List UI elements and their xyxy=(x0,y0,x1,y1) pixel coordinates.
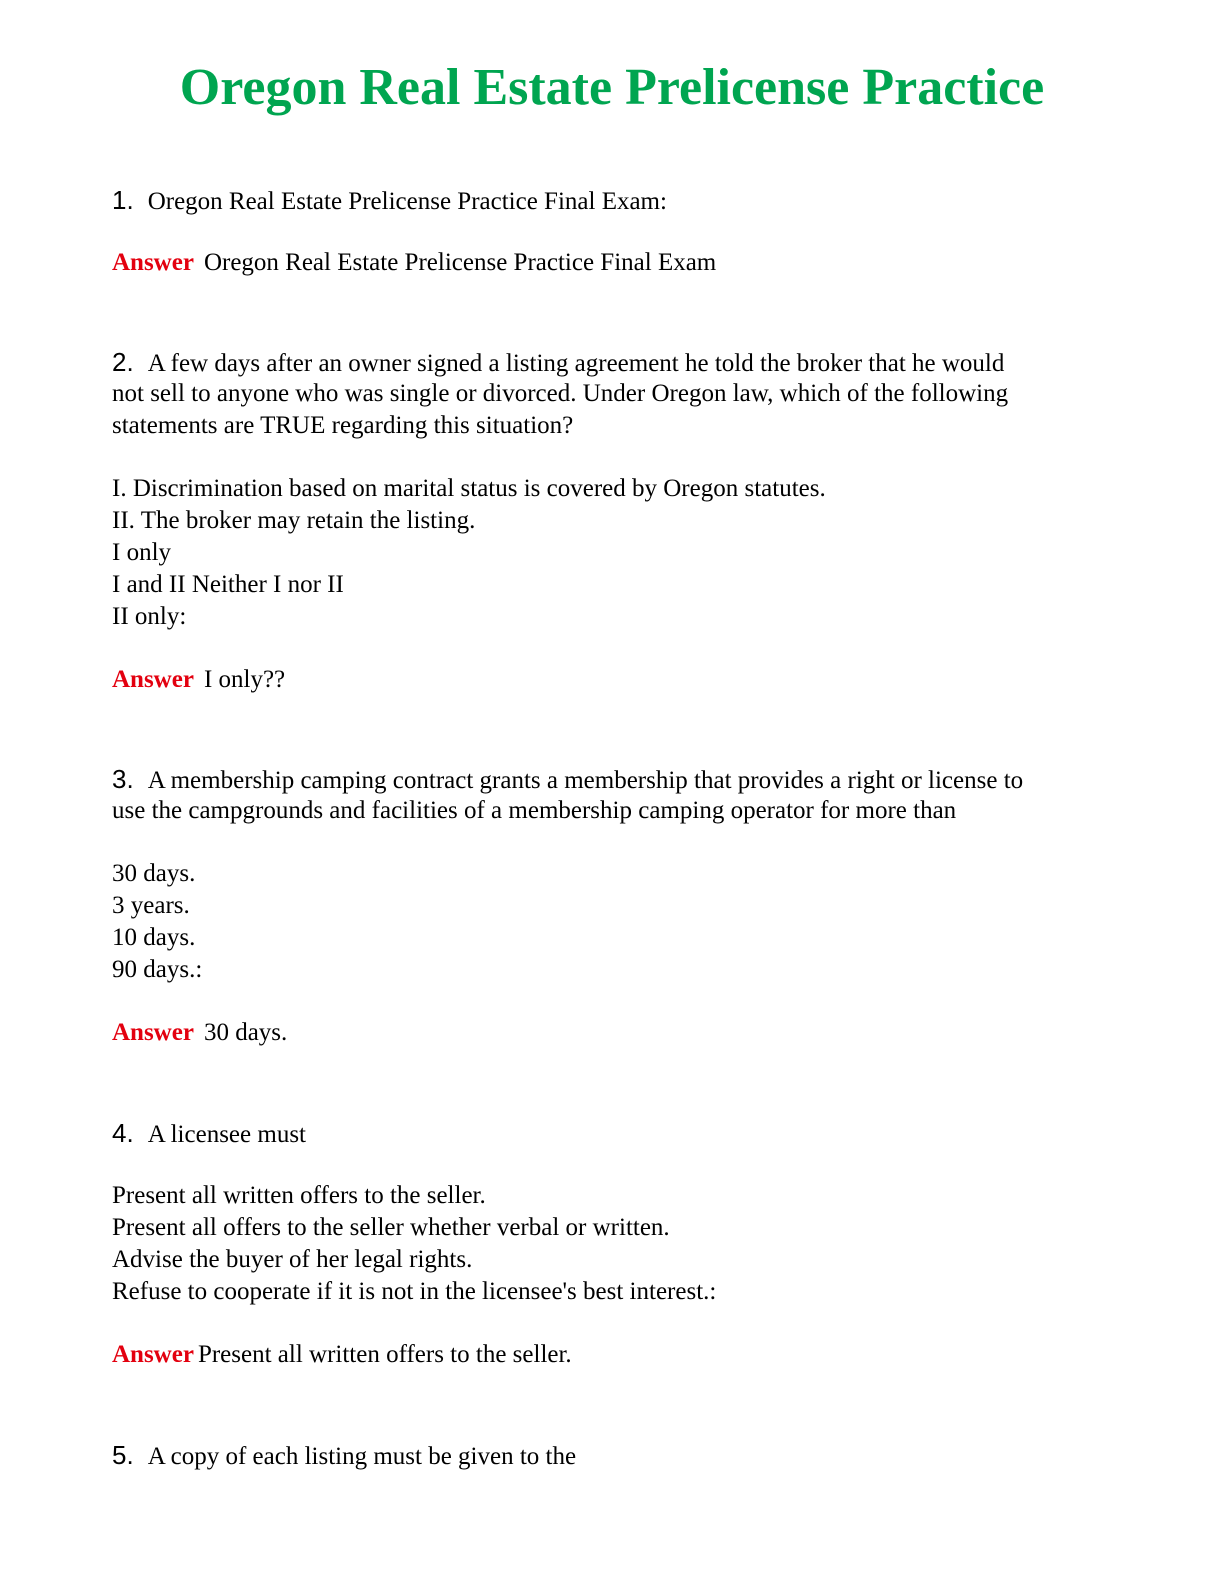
answer-1 xyxy=(112,247,716,279)
option: I. Discrimination based on marital status is covered by Oregon statutes. xyxy=(112,475,826,502)
option: II only: xyxy=(112,603,187,630)
question-3 xyxy=(112,763,1023,797)
answer-label: Answer xyxy=(112,1341,194,1368)
question-2 xyxy=(112,346,1004,380)
question-number: 4. xyxy=(112,1118,134,1148)
question-number: 3. xyxy=(112,764,134,794)
answer-2 xyxy=(112,664,285,696)
answer-text: Oregon Real Estate Prelicense Practice Final Exam xyxy=(203,249,717,276)
answer-label: Answer xyxy=(112,666,194,693)
question-number: 1. xyxy=(112,185,134,215)
question-text: A few days after an owner signed a listing agreement he told the broker that he would xyxy=(147,350,1005,377)
question-text: statements are TRUE regarding this situation? xyxy=(112,412,574,439)
answer-text: 30 days. xyxy=(203,1019,288,1046)
answer-text: Present all written offers to the seller. xyxy=(197,1341,572,1368)
option: Present all offers to the seller whether verbal or written. xyxy=(112,1214,670,1241)
question-number: 2. xyxy=(112,347,134,377)
option: II. The broker may retain the listing. xyxy=(112,507,476,534)
answer-text: I only?? xyxy=(203,666,286,693)
question-number: 5. xyxy=(112,1440,134,1470)
question-1 xyxy=(112,184,667,218)
option: Refuse to cooperate if it is not in the licensee's best interest.: xyxy=(112,1278,717,1305)
option: Advise the buyer of her legal rights. xyxy=(112,1246,473,1273)
option: 10 days. xyxy=(112,924,196,951)
page-title: Oregon Real Estate Prelicense Practice xyxy=(179,59,1045,116)
option: I only xyxy=(112,539,172,566)
question-4 xyxy=(112,1117,306,1151)
question-text: A copy of each listing must be given to the xyxy=(147,1443,577,1470)
question-text: Oregon Real Estate Prelicense Practice Final Exam: xyxy=(147,188,667,215)
option: 3 years. xyxy=(112,892,190,919)
question-text: A membership camping contract grants a membership that provides a right or license to xyxy=(147,767,1024,794)
answer-3 xyxy=(112,1017,287,1049)
answer-4 xyxy=(112,1339,572,1371)
option: 30 days. xyxy=(112,860,196,887)
option: I and II Neither I nor II xyxy=(112,571,344,598)
question-text: use the campgrounds and facilities of a membership camping operator for more than xyxy=(112,797,957,824)
answer-label: Answer xyxy=(112,249,194,276)
question-5 xyxy=(112,1439,576,1473)
question-text: A licensee must xyxy=(147,1121,306,1148)
answer-label: Answer xyxy=(112,1019,194,1046)
option: 90 days.: xyxy=(112,956,203,983)
option: Present all written offers to the seller. xyxy=(112,1182,486,1209)
question-text: not sell to anyone who was single or divorced. Under Oregon law, which of the following xyxy=(112,380,1009,407)
